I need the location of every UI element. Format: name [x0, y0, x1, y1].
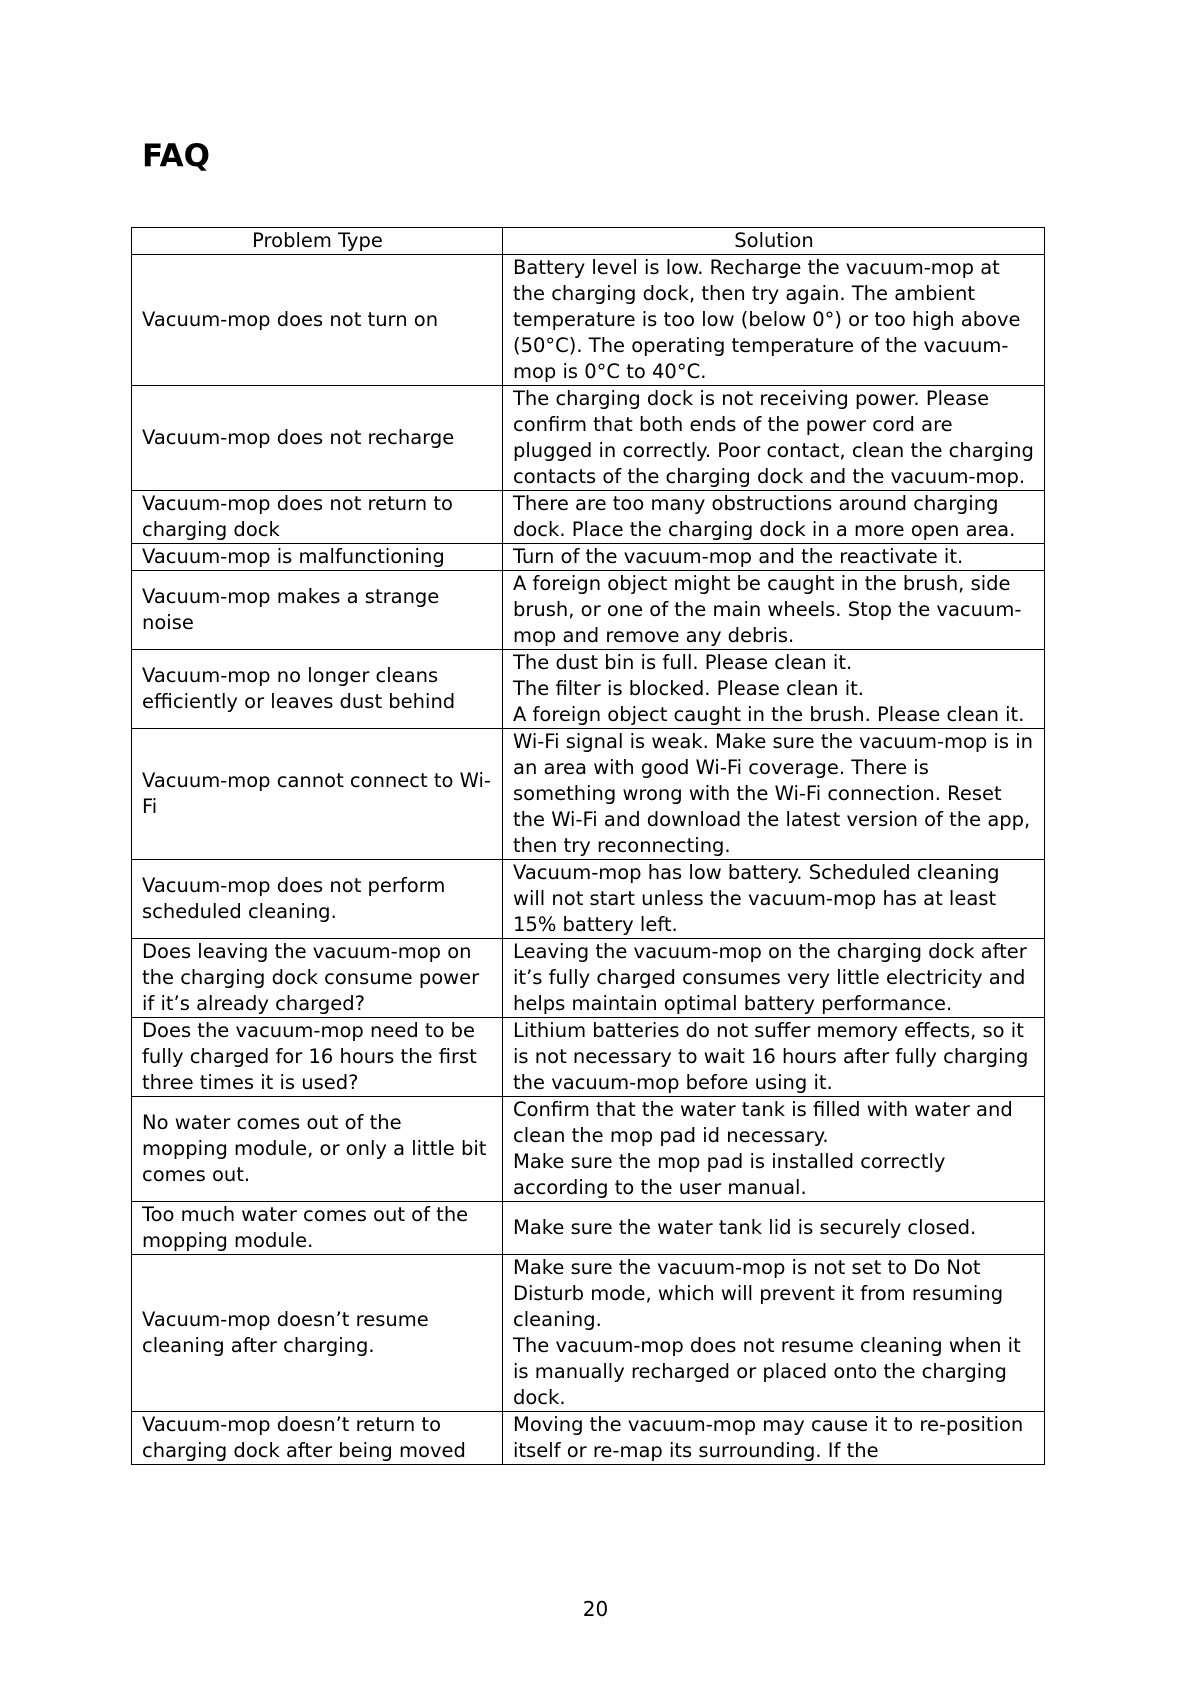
table-row: [132, 1097, 1045, 1202]
solution-line: The charging dock is not receiving power. Please confirm that both ends of the power cord are plugged in correctly. Poor contact, clean the charging contacts of the charging dock and the vacuum-mop.: [513, 387, 1034, 488]
table-row: [132, 729, 1045, 860]
solution-line: Wi-Fi signal is weak. Make sure the vacuum-mop is in an area with good Wi-Fi coverage. There is something wrong with the Wi-Fi connection. Reset the Wi-Fi and download the latest version of the app, then try reconnecting.: [513, 730, 1034, 857]
problem-cell: Vacuum-mop cannot connect to Wi-Fi: [132, 729, 503, 860]
table-row: [132, 491, 1045, 544]
problem-cell: Does leaving the vacuum-mop on the charging dock consume power if it’s already charged?: [132, 939, 503, 1018]
problem-cell: Too much water comes out of the mopping module.: [132, 1202, 503, 1255]
solution-line: The dust bin is full. Please clean it.: [513, 651, 853, 674]
solution-cell: [503, 1097, 1045, 1202]
table-row: [132, 1255, 1045, 1412]
problem-cell: Vacuum-mop does not perform scheduled cleaning.: [132, 860, 503, 939]
table-header-row: [132, 228, 1045, 255]
solution-cell: [503, 1255, 1045, 1412]
solution-cell: [503, 491, 1045, 544]
faq-table: [131, 227, 1045, 1465]
problem-cell: Vacuum-mop no longer cleans efficiently or leaves dust behind: [132, 650, 503, 729]
table-row: [132, 386, 1045, 491]
problem-cell: Vacuum-mop makes a strange noise: [132, 571, 503, 650]
problem-cell: No water comes out of the mopping module, or only a little bit comes out.: [132, 1097, 503, 1202]
table-row: [132, 1412, 1045, 1465]
table-row: [132, 255, 1045, 386]
table-row: [132, 860, 1045, 939]
solution-line: The filter is blocked. Please clean it.: [513, 677, 864, 700]
problem-cell: Vacuum-mop does not recharge: [132, 386, 503, 491]
table-row: [132, 1202, 1045, 1255]
solution-cell: [503, 386, 1045, 491]
table-row: [132, 571, 1045, 650]
table-row: [132, 544, 1045, 571]
problem-cell: Does the vacuum-mop need to be fully charged for 16 hours the first three times it is used?: [132, 1018, 503, 1097]
solution-line: There are too many obstructions around charging dock. Place the charging dock in a more open area.: [513, 492, 1016, 541]
page-number: 20: [582, 1597, 609, 1621]
page-title: FAQ: [142, 138, 210, 174]
solution-line: Make sure the water tank lid is securely closed.: [513, 1216, 977, 1239]
problem-cell: Vacuum-mop is malfunctioning: [132, 544, 503, 571]
solution-line: Turn of the vacuum-mop and the reactivate it.: [513, 545, 964, 568]
table-row: [132, 939, 1045, 1018]
solution-cell: [503, 1202, 1045, 1255]
problem-cell: Vacuum-mop does not turn on: [132, 255, 503, 386]
table-row: [132, 650, 1045, 729]
solution-line: Make sure the vacuum-mop is not set to Do Not Disturb mode, which will prevent it from resuming cleaning.: [513, 1256, 1004, 1331]
solution-cell: [503, 860, 1045, 939]
solution-line: A foreign object caught in the brush. Please clean it.: [513, 703, 1025, 726]
solution-cell: [503, 1018, 1045, 1097]
problem-cell: Vacuum-mop does not return to charging dock: [132, 491, 503, 544]
solution-cell: [503, 650, 1045, 729]
problem-cell: Vacuum-mop doesn’t return to charging dock after being moved: [132, 1412, 503, 1465]
solution-cell: [503, 1412, 1045, 1465]
solution-line: Battery level is low. Recharge the vacuum-mop at the charging dock, then try again. The ambient temperature is too low (below 0°) or too high above (50°C). The operating temperature of the vacuum-mop is 0°C to 40°C.: [513, 256, 1021, 383]
header-solution: Solution: [503, 228, 1045, 255]
solution-cell: [503, 729, 1045, 860]
problem-cell: Vacuum-mop doesn’t resume cleaning after charging.: [132, 1255, 503, 1412]
solution-line: Leaving the vacuum-mop on the charging dock after it’s fully charged consumes very little electricity and helps maintain optimal battery performance.: [513, 940, 1027, 1015]
solution-line: Make sure the mop pad is installed correctly according to the user manual.: [513, 1150, 946, 1199]
solution-cell: [503, 255, 1045, 386]
solution-cell: [503, 571, 1045, 650]
solution-line: Confirm that the water tank is filled with water and clean the mop pad id necessary.: [513, 1098, 1013, 1147]
solution-line: A foreign object might be caught in the brush, side brush, or one of the main wheels. Stop the vacuum-mop and remove any debris.: [513, 572, 1022, 647]
solution-line: Lithium batteries do not suffer memory effects, so it is not necessary to wait 16 hours after fully charging the vacuum-mop before using it.: [513, 1019, 1029, 1094]
table-row: [132, 1018, 1045, 1097]
solution-line: Vacuum-mop has low battery. Scheduled cleaning will not start unless the vacuum-mop has at least 15% battery left.: [513, 861, 1000, 936]
faq-table-body: [132, 255, 1045, 1465]
header-problem-type: Problem Type: [132, 228, 503, 255]
solution-line: The vacuum-mop does not resume cleaning when it is manually recharged or placed onto the charging dock.: [513, 1334, 1021, 1409]
solution-cell: [503, 939, 1045, 1018]
solution-cell: [503, 544, 1045, 571]
solution-line: Moving the vacuum-mop may cause it to re-position itself or re-map its surrounding. If the: [513, 1413, 1024, 1462]
